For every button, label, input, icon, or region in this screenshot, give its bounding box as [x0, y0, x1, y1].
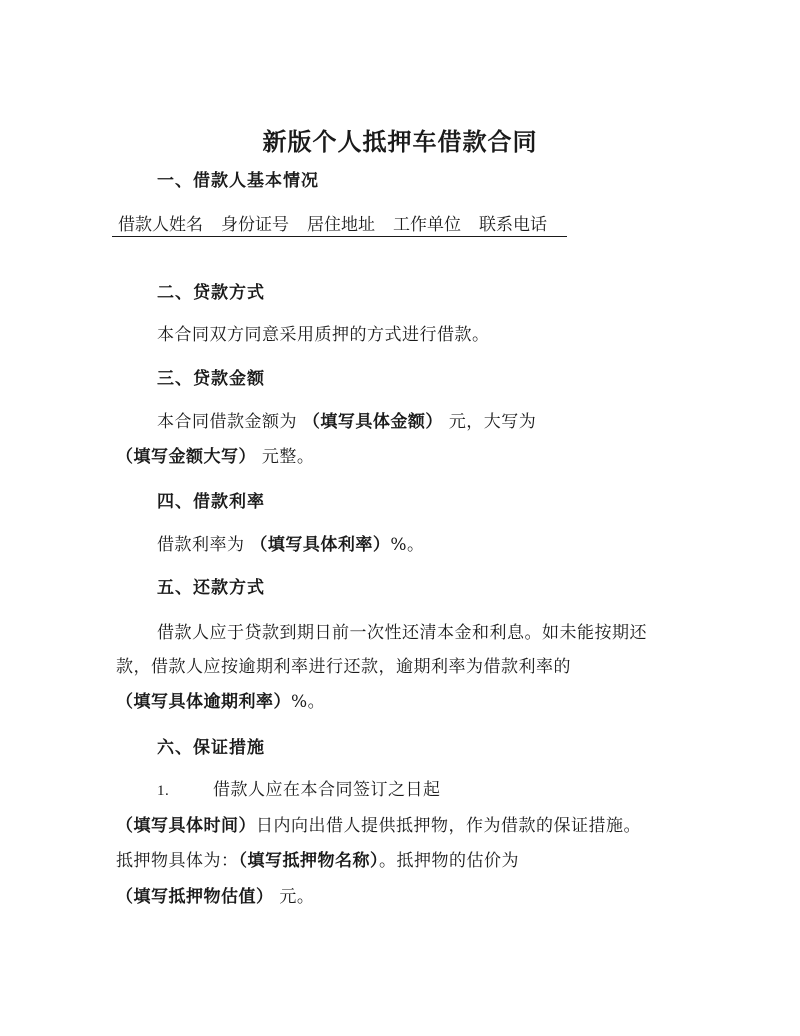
- collateral-value-fill: （填写抵押物估值）: [116, 887, 274, 907]
- loan-amount-post: 元，大写为: [448, 412, 537, 432]
- guarantee-line-4: [116, 882, 314, 907]
- interest-rate-line: [157, 530, 425, 555]
- section-heading-borrower-info: 一、借款人基本情况: [157, 171, 319, 191]
- collateral-pre: 抵押物具体为：: [116, 851, 239, 871]
- field-employer: 工作单位: [393, 215, 461, 235]
- interest-rate-fill: （填写具体利率）: [250, 535, 391, 555]
- field-id-number: 身份证号: [221, 215, 289, 235]
- repayment-line-2: 款，借款人应按逾期利率进行还款，逾期利率为借款利率的: [116, 657, 571, 677]
- section-heading-guarantee: 六、保证措施: [157, 738, 265, 758]
- loan-amount-fill: （填写具体金额）: [302, 412, 443, 432]
- overdue-rate-fill: （填写具体逾期利率）: [116, 692, 291, 712]
- interest-rate-post: %。: [390, 535, 425, 555]
- section-heading-repayment: 五、还款方式: [157, 578, 265, 598]
- collateral-name-fill: （填写抵押物名称）: [238, 851, 379, 871]
- field-borrower-name: 借款人姓名: [118, 215, 203, 235]
- field-address: 居住地址: [307, 215, 375, 235]
- section-heading-loan-amount: 三、贷款金额: [157, 369, 265, 389]
- collateral-post: 。抵押物的估价为: [379, 851, 519, 871]
- item-number: 1.: [157, 783, 170, 799]
- loan-amount-capital-post: 元整。: [261, 447, 315, 467]
- loan-amount-capital-fill: （填写金额大写）: [116, 447, 256, 467]
- guarantee-line-3: [116, 846, 519, 871]
- overdue-rate-post: %。: [291, 692, 326, 712]
- section-heading-interest-rate: 四、借款利率: [157, 492, 265, 512]
- loan-amount-line-1: [157, 407, 536, 432]
- guarantee-line-1-text: 借款人应在本合同签订之日起: [213, 780, 441, 800]
- guarantee-time-fill: （填写具体时间）: [116, 816, 256, 836]
- loan-amount-line-2: [116, 442, 314, 467]
- borrower-info-row: [112, 210, 567, 237]
- section-heading-loan-method: 二、贷款方式: [157, 283, 265, 303]
- loan-method-text: 本合同双方同意采用质押的方式进行借款。: [157, 325, 490, 345]
- guarantee-item-1-line-1: [157, 775, 441, 800]
- guarantee-line-2-post: 日内向出借人提供抵押物，作为借款的保证措施。: [256, 816, 641, 836]
- loan-amount-pre: 本合同借款金额为: [157, 412, 297, 432]
- repayment-line-1: 借款人应于贷款到期日前一次性还清本金和利息。如未能按期还: [157, 623, 647, 643]
- document-title: 新版个人抵押车借款合同: [262, 127, 538, 156]
- repayment-line-3: [116, 687, 325, 712]
- interest-rate-pre: 借款利率为: [157, 535, 245, 555]
- collateral-value-post: 元。: [279, 887, 315, 907]
- guarantee-line-2: [116, 811, 641, 836]
- field-phone: 联系电话: [479, 215, 547, 235]
